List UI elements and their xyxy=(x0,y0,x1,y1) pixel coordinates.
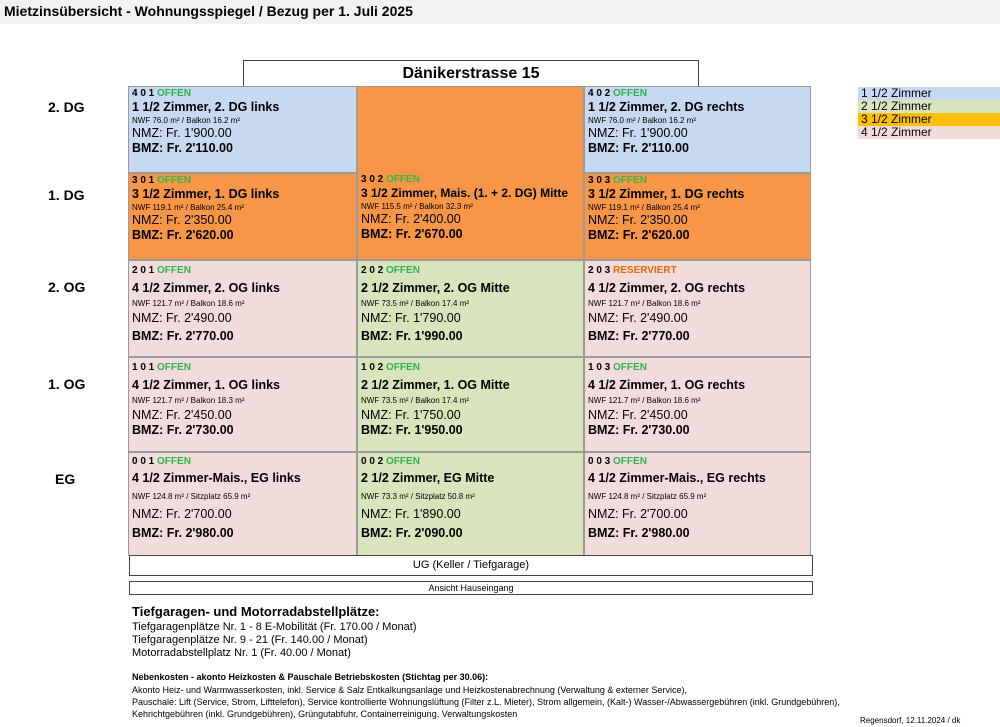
unit-area: NWF 119.1 m² / Balkon 25.4 m² xyxy=(132,203,244,212)
unit-bmz: BMZ: Fr. 2'980.00 xyxy=(132,526,234,540)
unit-name: 1 1/2 Zimmer, 2. DG rechts xyxy=(588,100,745,114)
unit-nmz: NMZ: Fr. 2'700.00 xyxy=(588,507,688,521)
unit-nmz: NMZ: Fr. 1'790.00 xyxy=(361,311,461,325)
status-badge: OFFEN xyxy=(386,174,420,185)
unit-number: 2 0 3 xyxy=(588,265,611,276)
unit-name: 4 1/2 Zimmer-Mais., EG rechts xyxy=(588,471,766,485)
unit-name: 3 1/2 Zimmer, Mais. (1. + 2. DG) Mitte xyxy=(361,186,569,200)
unit-202[interactable] xyxy=(357,260,584,357)
status-badge: RESERVIERT xyxy=(613,265,677,276)
unit-number: 4 0 2 xyxy=(588,88,611,99)
status-badge: OFFEN xyxy=(157,175,191,186)
unit-name: 2 1/2 Zimmer, 2. OG Mitte xyxy=(361,281,510,295)
unit-name: 4 1/2 Zimmer, 2. OG links xyxy=(132,281,280,295)
unit-number: 2 0 1 xyxy=(132,265,155,276)
parking-line: Tiefgaragenplätze Nr. 9 - 21 (Fr. 140.00 / Monat) xyxy=(132,634,368,646)
unit-area: NWF 115.5 m² / Balkon 32.3 m² xyxy=(361,202,473,211)
unit-nmz: NMZ: Fr. 2'400.00 xyxy=(361,212,461,226)
unit-bmz: BMZ: Fr. 1'990.00 xyxy=(361,329,463,343)
unit-nmz: NMZ: Fr. 1'900.00 xyxy=(588,126,688,140)
unit-nmz: NMZ: Fr. 2'450.00 xyxy=(132,408,232,422)
unit-name: 4 1/2 Zimmer, 2. OG rechts xyxy=(588,281,746,295)
unit-area: NWF 121.7 m² / Balkon 18.3 m² xyxy=(132,396,245,405)
unit-302[interactable] xyxy=(357,173,584,260)
unit-area: NWF 121.7 m² / Balkon 18.6 m² xyxy=(132,299,245,308)
unit-302-upper xyxy=(357,86,584,173)
basement-label: UG (Keller / Tiefgarage) xyxy=(129,555,813,576)
unit-name: 4 1/2 Zimmer, 1. OG links xyxy=(132,378,280,392)
footer-date: Regensdorf, 12.11.2024 / dk xyxy=(860,716,961,725)
unit-101[interactable] xyxy=(128,357,357,452)
unit-bmz: BMZ: Fr. 2'730.00 xyxy=(132,423,234,437)
unit-area: NWF 121.7 m² / Balkon 18.6 m² xyxy=(588,396,701,405)
legend-item-4-5: 4 1/2 Zimmer xyxy=(858,126,1000,139)
unit-area: NWF 73.5 m² / Balkon 17.4 m² xyxy=(361,299,470,308)
unit-area: NWF 124.8 m² / Sitzplatz 65.9 m² xyxy=(588,492,707,501)
unit-area: NWF 121.7 m² / Balkon 18.6 m² xyxy=(588,299,701,308)
status-badge: OFFEN xyxy=(157,362,191,373)
unit-nmz: NMZ: Fr. 1'890.00 xyxy=(361,507,461,521)
unit-201[interactable] xyxy=(128,260,357,357)
status-badge: OFFEN xyxy=(386,265,420,276)
unit-name: 4 1/2 Zimmer-Mais., EG links xyxy=(132,471,301,485)
parking-title: Tiefgaragen- und Motorradabstellplätze: xyxy=(132,604,380,619)
unit-number: 2 0 2 xyxy=(361,265,384,276)
unit-bmz: BMZ: Fr. 2'090.00 xyxy=(361,526,463,540)
status-badge: OFFEN xyxy=(613,362,647,373)
parking-line: Tiefgaragenplätze Nr. 1 - 8 E-Mobilität (Fr. 170.00 / Monat) xyxy=(132,621,417,633)
unit-area: NWF 119.1 m² / Balkon 25.4 m² xyxy=(588,203,700,212)
unit-203[interactable] xyxy=(584,260,811,357)
legend-item-1-5: 1 1/2 Zimmer xyxy=(858,87,1000,100)
entrance-label: Ansicht Hauseingang xyxy=(129,581,813,595)
unit-402[interactable] xyxy=(584,86,811,173)
unit-bmz: BMZ: Fr. 2'620.00 xyxy=(588,228,690,242)
status-badge: OFFEN xyxy=(386,362,420,373)
unit-name: 2 1/2 Zimmer, 1. OG Mitte xyxy=(361,378,510,392)
unit-name: 2 1/2 Zimmer, EG Mitte xyxy=(361,471,495,485)
unit-nmz: NMZ: Fr. 1'900.00 xyxy=(132,126,232,140)
status-badge: OFFEN xyxy=(157,456,191,467)
unit-name: 4 1/2 Zimmer, 1. OG rechts xyxy=(588,378,746,392)
parking-line: Motorradabstellplatz Nr. 1 (Fr. 40.00 / Monat) xyxy=(132,647,351,659)
unit-number: 0 0 2 xyxy=(361,456,384,467)
unit-area: NWF 124.8 m² / Sitzplatz 65.9 m² xyxy=(132,492,251,501)
unit-nmz: NMZ: Fr. 2'450.00 xyxy=(588,408,688,422)
unit-bmz: BMZ: Fr. 2'110.00 xyxy=(588,141,689,155)
unit-number: 0 0 1 xyxy=(132,456,155,467)
unit-nmz: NMZ: Fr. 2'350.00 xyxy=(588,213,688,227)
unit-nmz: NMZ: Fr. 2'490.00 xyxy=(588,311,688,325)
unit-name: 1 1/2 Zimmer, 2. DG links xyxy=(132,100,280,114)
status-badge: OFFEN xyxy=(386,456,420,467)
unit-name: 3 1/2 Zimmer, 1. DG rechts xyxy=(588,187,745,201)
unit-301[interactable] xyxy=(128,173,357,260)
unit-bmz: BMZ: Fr. 2'620.00 xyxy=(132,228,234,242)
unit-area: NWF 73.3 m² / Sitzplatz 50.8 m² xyxy=(361,492,475,501)
status-badge: OFFEN xyxy=(613,88,647,99)
status-badge: OFFEN xyxy=(157,265,191,276)
unit-nmz: NMZ: Fr. 2'490.00 xyxy=(132,311,232,325)
unit-001[interactable] xyxy=(128,452,357,556)
unit-area: NWF 76.0 m² / Balkon 16.2 m² xyxy=(588,116,697,125)
costs-line: Kehrichtgebühren (inkl. Grundgebühren), Grüngutabfuhr, Containerreinigung, Verwaltungskosten xyxy=(132,709,518,719)
unit-number: 1 0 2 xyxy=(361,362,384,373)
unit-number: 1 0 1 xyxy=(132,362,155,373)
floor-label-1dg: 1. DG xyxy=(48,187,85,203)
unit-number: 3 0 3 xyxy=(588,175,611,186)
page-title: Mietzinsübersicht - Wohnungsspiegel / Bezug per 1. Juli 2025 xyxy=(4,3,413,19)
unit-nmz: NMZ: Fr. 1'750.00 xyxy=(361,408,461,422)
unit-bmz: BMZ: Fr. 2'980.00 xyxy=(588,526,690,540)
unit-401[interactable] xyxy=(128,86,357,173)
unit-003[interactable] xyxy=(584,452,811,556)
unit-bmz: BMZ: Fr. 2'770.00 xyxy=(132,329,234,343)
unit-number: 3 0 1 xyxy=(132,175,155,186)
status-badge: OFFEN xyxy=(613,175,647,186)
unit-bmz: BMZ: Fr. 2'110.00 xyxy=(132,141,233,155)
unit-102[interactable] xyxy=(357,357,584,452)
unit-nmz: NMZ: Fr. 2'350.00 xyxy=(132,213,232,227)
unit-bmz: BMZ: Fr. 2'730.00 xyxy=(588,423,690,437)
building-name: Dänikerstrasse 15 xyxy=(243,60,699,87)
unit-area: NWF 76.0 m² / Balkon 16.2 m² xyxy=(132,116,241,125)
costs-line: Pauschale: Lift (Service, Strom, Lifttelefon), Service kontrollierte Wohnungslüftung (Filter z.L. Mieter), Strom allgemein, (Kalt-) Wasser-/Abwassergebühren (inkl. Grundgebühren), xyxy=(132,697,840,707)
status-badge: OFFEN xyxy=(613,456,647,467)
unit-number: 3 0 2 xyxy=(361,174,384,185)
legend-item-2-5: 2 1/2 Zimmer xyxy=(858,100,1000,113)
room-legend xyxy=(858,87,1000,139)
unit-number: 0 0 3 xyxy=(588,456,611,467)
floor-label-eg: EG xyxy=(55,471,76,487)
unit-number: 4 0 1 xyxy=(132,88,155,99)
legend-item-3-5: 3 1/2 Zimmer xyxy=(858,113,1000,126)
unit-name: 3 1/2 Zimmer, 1. DG links xyxy=(132,187,280,201)
unit-nmz: NMZ: Fr. 2'700.00 xyxy=(132,507,232,521)
status-badge: OFFEN xyxy=(157,88,191,99)
costs-title: Nebenkosten - akonto Heizkosten & Pauschale Betriebskosten (Stichtag per 30.06): xyxy=(132,672,489,682)
unit-303[interactable] xyxy=(584,173,811,260)
costs-line: Akonto Heiz- und Warmwasserkosten, inkl. Service & Salz Entkalkungsanlage und Heizkostenabrechnung (Verwaltung & externer Service), xyxy=(132,685,687,695)
unit-bmz: BMZ: Fr. 1'950.00 xyxy=(361,423,463,437)
unit-area: NWF 73.5 m² / Balkon 17.4 m² xyxy=(361,396,470,405)
unit-103[interactable] xyxy=(584,357,811,452)
unit-002[interactable] xyxy=(357,452,584,556)
floor-label-2dg: 2. DG xyxy=(48,99,85,115)
floor-label-2og: 2. OG xyxy=(48,279,86,295)
floor-label-1og: 1. OG xyxy=(48,376,86,392)
unit-bmz: BMZ: Fr. 2'770.00 xyxy=(588,329,690,343)
unit-number: 1 0 3 xyxy=(588,362,611,373)
unit-bmz: BMZ: Fr. 2'670.00 xyxy=(361,227,463,241)
